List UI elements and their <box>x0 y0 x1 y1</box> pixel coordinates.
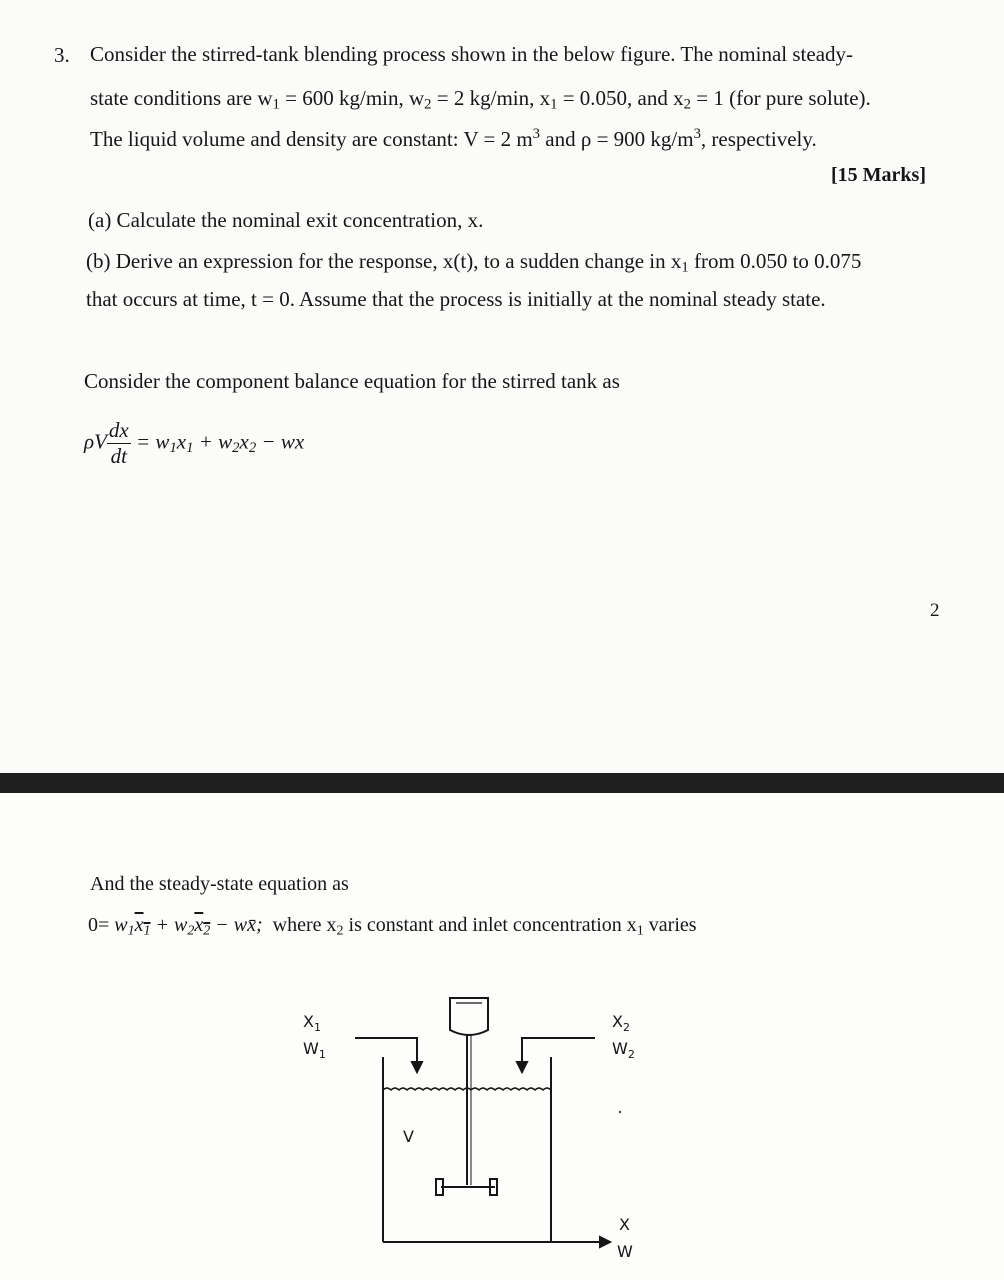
page-divider <box>0 773 1004 793</box>
inlet-2-flow-label: $W_2$ <box>612 1039 635 1061</box>
tank-volume-label: V <box>403 1127 414 1146</box>
question-line-1: Consider the stirred-tank blending process shown in the below figure. The nominal steady- <box>90 42 854 66</box>
steady-state-equation: $0= w_1x_1 + w_2x_2$ − wx̄; where $x_2$ is constant and inlet concentration $x_1$ varies <box>88 914 697 939</box>
solution-intro: Consider the component balance equation for the stirred tank as <box>84 369 620 393</box>
marks-label: [15 Marks] <box>831 164 926 186</box>
question-number: 3. <box>54 43 70 67</box>
inlet-2-concentration-label: $X_2$ <box>612 1012 630 1034</box>
question-line-2: state conditions are $w_1 = 600$ kg/min, $w_2 = 2$ kg/min, $x_1 = 0.050$, and $x_2 = 1$ (for pure solute). <box>90 86 871 113</box>
component-balance-equation: ρV $\frac{dx}{dt}$ = $w_1x_1 + w_2x_2$ − wx <box>84 418 305 469</box>
inlet-1-flow-label: $W_1$ <box>303 1039 326 1061</box>
page-number: 2 <box>930 600 940 621</box>
outlet-flow-label: W <box>617 1242 633 1261</box>
steady-state-intro: And the steady-state equation as <box>90 873 349 895</box>
outlet-concentration-label: X <box>619 1215 630 1234</box>
second-page-background <box>0 793 1004 1280</box>
question-line-3: The liquid volume and density are constant: V = 2 $m^3$ and ρ = 900 $kg/m^3$, respectively. <box>90 125 817 151</box>
part-b-line-1: (b) Derive an expression for the response, x(t), to a sudden change in $x_1$ from 0.050 to 0.075 <box>86 249 862 276</box>
part-a: (a) Calculate the nominal exit concentration, x. <box>88 208 484 232</box>
part-b-line-2: that occurs at time, t = 0. Assume that the process is initially at the nominal steady state. <box>86 287 826 311</box>
inlet-1-concentration-label: $X_1$ <box>303 1012 321 1034</box>
